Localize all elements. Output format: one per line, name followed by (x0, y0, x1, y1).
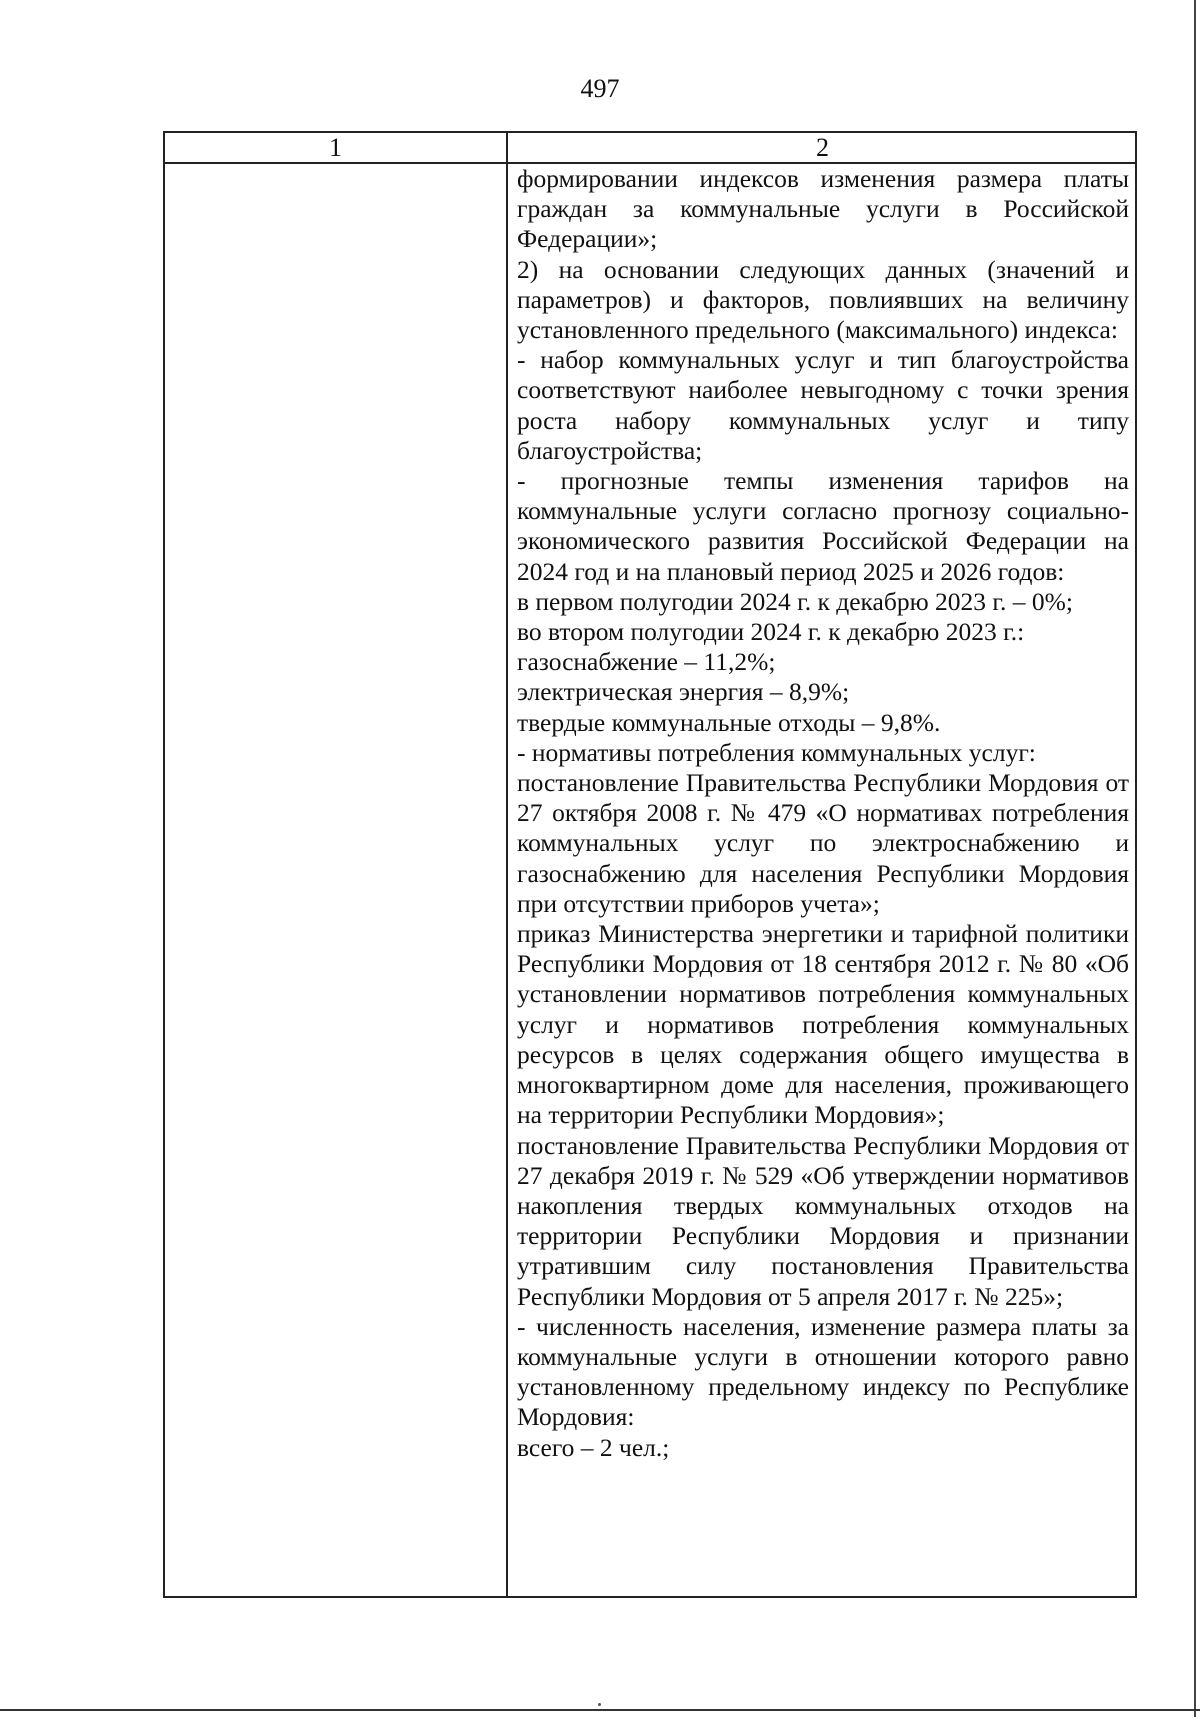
document-table (163, 131, 1137, 1598)
paragraph-population: - численность населения, изменение размера платы за коммунальные услуги в отношении которого равно установленному предельному индексу по Республике Мордовия: (517, 1311, 1129, 1432)
paragraph-tariff-forecast: - прогнозные темпы изменения тарифов на коммунальные услуги согласно прогнозу социально-экономического развития Российской Федерации на 2024 год и на плановый период 2025 и 2026 годов: (517, 466, 1129, 586)
scan-edge-bottom (0, 1709, 1200, 1711)
paragraph-norms-heading: - нормативы потребления коммунальных услуг: (517, 737, 1036, 767)
paragraph-resolution-2008: постановление Правительства Республики Мордовия от 27 октября 2008 г. № 479 «О нормативах потребления коммунальных услуг по электроснабжению и газоснабжению для населения Республики Мордовия при отсутствии приборов учета»; (517, 768, 1129, 918)
table-header-row (165, 133, 1135, 164)
paragraph-first-half: в первом полугодии 2024 г. к декабрю 2023 г. – 0%; (517, 586, 1073, 616)
scan-dot (598, 1703, 601, 1706)
column-2-content (517, 164, 1129, 1463)
paragraph-total: всего – 2 чел.; (517, 1432, 670, 1462)
column-header-1: 1 (329, 133, 342, 162)
paragraph-intro-continuation: формировании индексов изменения размера платы граждан за коммунальные услуги в Российской Федерации»; (517, 164, 1129, 254)
scan-edge-right (1194, 0, 1196, 1717)
paragraph-solid-waste: твердые коммунальные отходы – 9,8%. (517, 707, 941, 737)
paragraph-resolution-2019: постановление Правительства Республики Мордовия от 27 декабря 2019 г. № 529 «Об утверждении нормативов накопления твердых коммунальных отходов на территории Республики Мордовия и признании утратившим силу постановления Правительства Республики Мордовия от 5 апреля 2017 г. № 225»; (517, 1130, 1129, 1311)
paragraph-second-half: во втором полугодии 2024 г. к декабрю 2023 г.: (517, 617, 1025, 647)
paragraph-gas: газоснабжение – 11,2%; (517, 647, 776, 677)
page-number: 497 (580, 74, 620, 103)
paragraph-utility-set: - набор коммунальных услуг и тип благоустройства соответствуют наиболее невыгодному с точки зрения роста набору коммунальных услуг и типу благоустройства; (517, 345, 1129, 465)
paragraph-item-2: 2) на основании следующих данных (значений и параметров) и факторов, повлиявших на величину установленного предельного (максимального) индекса: (517, 254, 1129, 345)
paragraph-electricity: электрическая энергия – 8,9%; (517, 677, 850, 707)
column-divider (506, 133, 508, 1596)
column-header-2: 2 (816, 133, 829, 162)
paragraph-order-2012: приказ Министерства энергетики и тарифной политики Республики Мордовия от 18 сентября 2012 г. № 80 «Об установлении нормативов потребления коммунальных услуг и нормативов потребления коммунальных ресурсов в целях содержания общего имущества в многоквартирном доме для населения, проживающего на территории Республики Мордовия»; (517, 919, 1129, 1130)
